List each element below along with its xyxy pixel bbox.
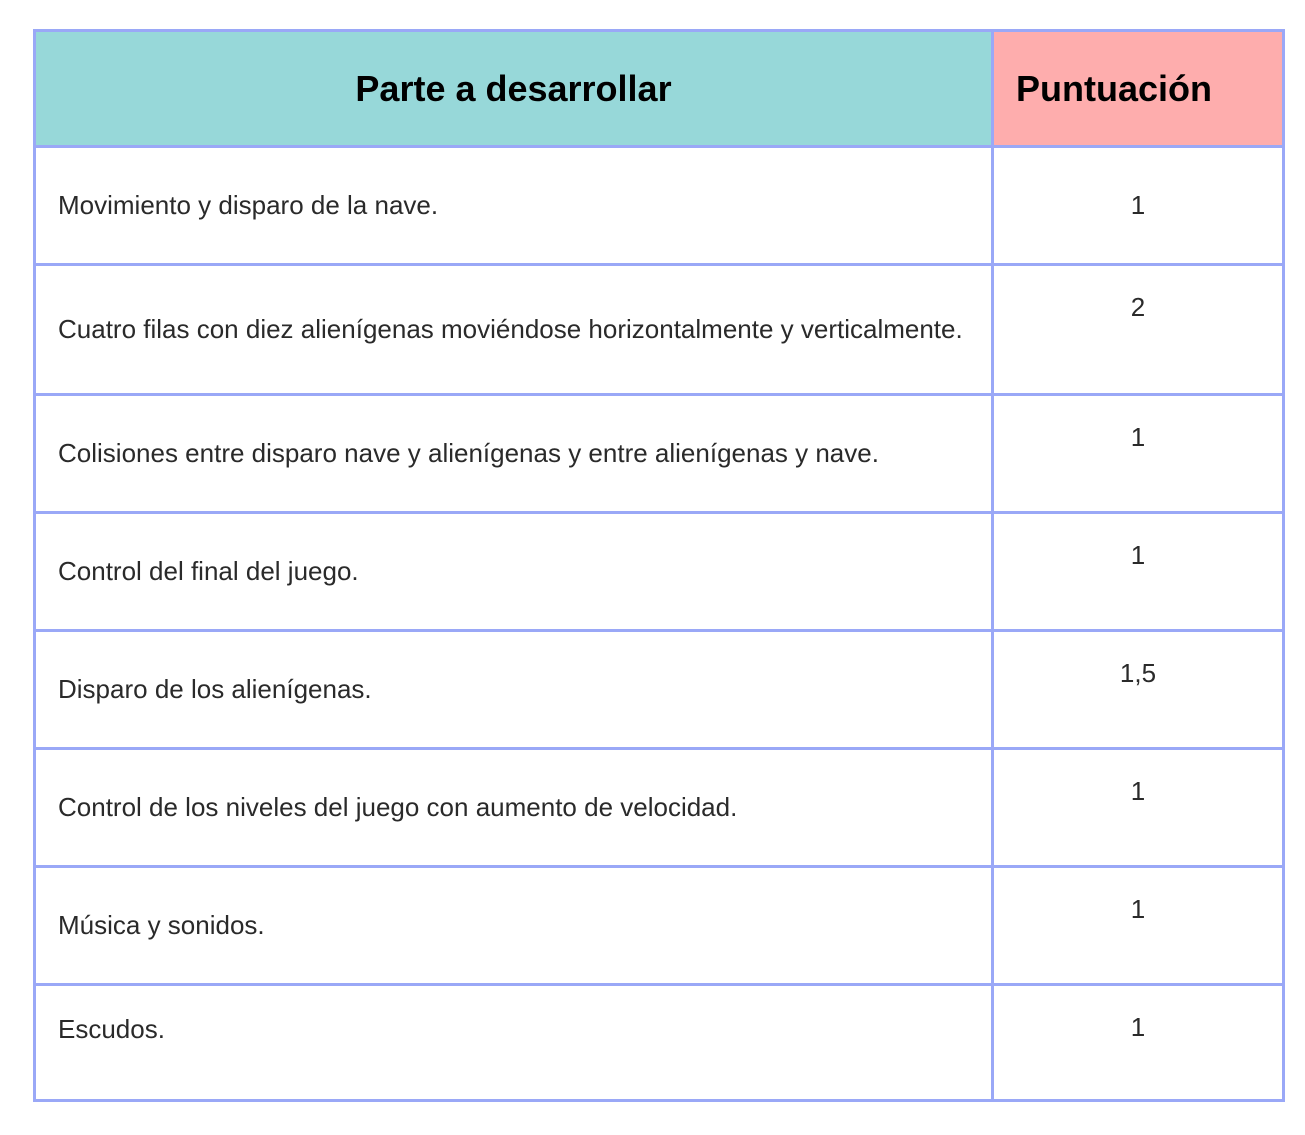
- score-cell: 1: [993, 867, 1284, 985]
- part-cell: Escudos.: [35, 985, 993, 1101]
- part-cell: Música y sonidos.: [35, 867, 993, 985]
- score-cell: 1: [993, 513, 1284, 631]
- table-row: [35, 513, 1284, 631]
- table-row: [35, 265, 1284, 395]
- score-cell: 1: [993, 749, 1284, 867]
- table-row: [35, 395, 1284, 513]
- score-cell: 2: [993, 265, 1284, 395]
- header-part: Parte a desarrollar: [35, 31, 993, 147]
- score-cell: 1: [993, 395, 1284, 513]
- part-cell: Colisiones entre disparo nave y alienígenas y entre alienígenas y nave.: [35, 395, 993, 513]
- table-row: [35, 631, 1284, 749]
- score-cell: 1: [993, 147, 1284, 265]
- part-cell: Movimiento y disparo de la nave.: [35, 147, 993, 265]
- part-cell: Control del final del juego.: [35, 513, 993, 631]
- header-score: Puntuación: [993, 31, 1284, 147]
- scoring-table: [33, 29, 1285, 1102]
- part-cell: Disparo de los alienígenas.: [35, 631, 993, 749]
- part-cell: Cuatro filas con diez alienígenas moviéndose horizontalmente y verticalmente.: [35, 265, 993, 395]
- part-cell: Control de los niveles del juego con aumento de velocidad.: [35, 749, 993, 867]
- table-row: [35, 985, 1284, 1101]
- table-row: [35, 749, 1284, 867]
- table-header-row: [35, 31, 1284, 147]
- table-row: [35, 147, 1284, 265]
- score-cell: 1,5: [993, 631, 1284, 749]
- table-row: [35, 867, 1284, 985]
- score-cell: 1: [993, 985, 1284, 1101]
